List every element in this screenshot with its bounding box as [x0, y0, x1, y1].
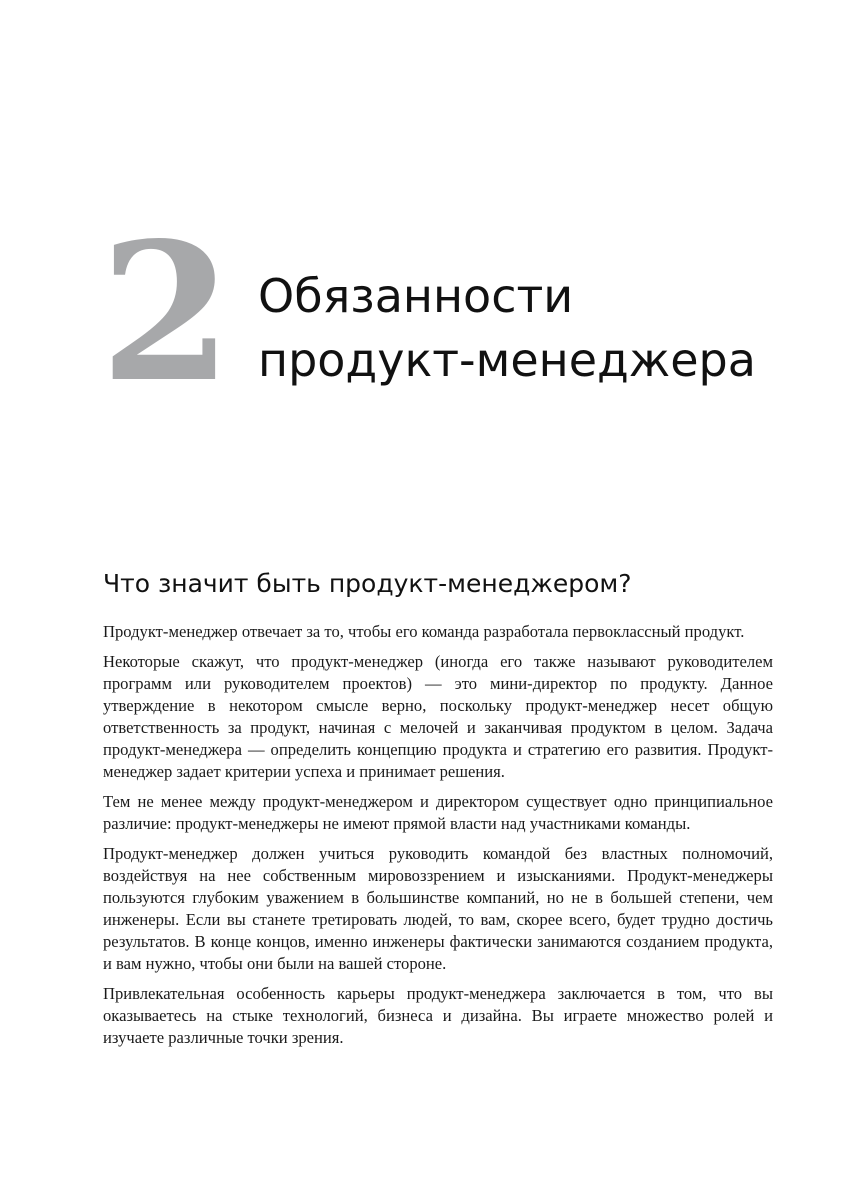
section-heading: Что значит быть продукт-менеджером? [103, 569, 632, 598]
paragraph: Привлекательная особенность карьеры продукт-менеджера заключается в том, что вы оказываетесь на стыке технологий, бизнеса и дизайна. Вы играете множество ролей и изучаете различные точки зрения. [103, 984, 773, 1047]
chapter-title-line-2: продукт-менеджера [258, 333, 756, 387]
body-text [103, 621, 773, 1057]
paragraph: Продукт-менеджер должен учиться руководить командой без властных полномочий, воздействуя на нее собственным мировоззрением и изысканиями. Продукт-менеджеры пользуются глубоким уважением в большинстве компаний, но не в большей степени, чем инженеры. Если вы станете третировать людей, то вам, скорее всего, будет трудно достичь результатов. В конце концов, именно инженеры фактически занимаются созданием продукта, и вам нужно, чтобы они были на вашей стороне. [103, 844, 773, 973]
chapter-title [258, 264, 818, 392]
paragraph: Некоторые скажут, что продукт-менеджер (иногда его также называют руководителем программ или руководителем проектов) — это мини-директор по продукту. Данное утверждение в некотором смысле верно, поскольку продукт-менеджер несет общую ответственность за продукт, начиная с мелочей и заканчивая продуктом в целом. Задача продукт-менеджера — определить концепцию продукта и стратегию его развития. Продукт-менеджер задает критерии успеха и принимает решения. [103, 652, 773, 781]
paragraph: Тем не менее между продукт-менеджером и директором существует одно принципиальное различие: продукт-менеджеры не имеют прямой власти над участниками команды. [103, 792, 773, 833]
chapter-title-line-1: Обязанности [258, 269, 574, 323]
chapter-number: 2 [100, 201, 229, 424]
paragraph: Продукт-менеджер отвечает за то, чтобы его команда разработала первоклассный продукт. [103, 622, 745, 641]
